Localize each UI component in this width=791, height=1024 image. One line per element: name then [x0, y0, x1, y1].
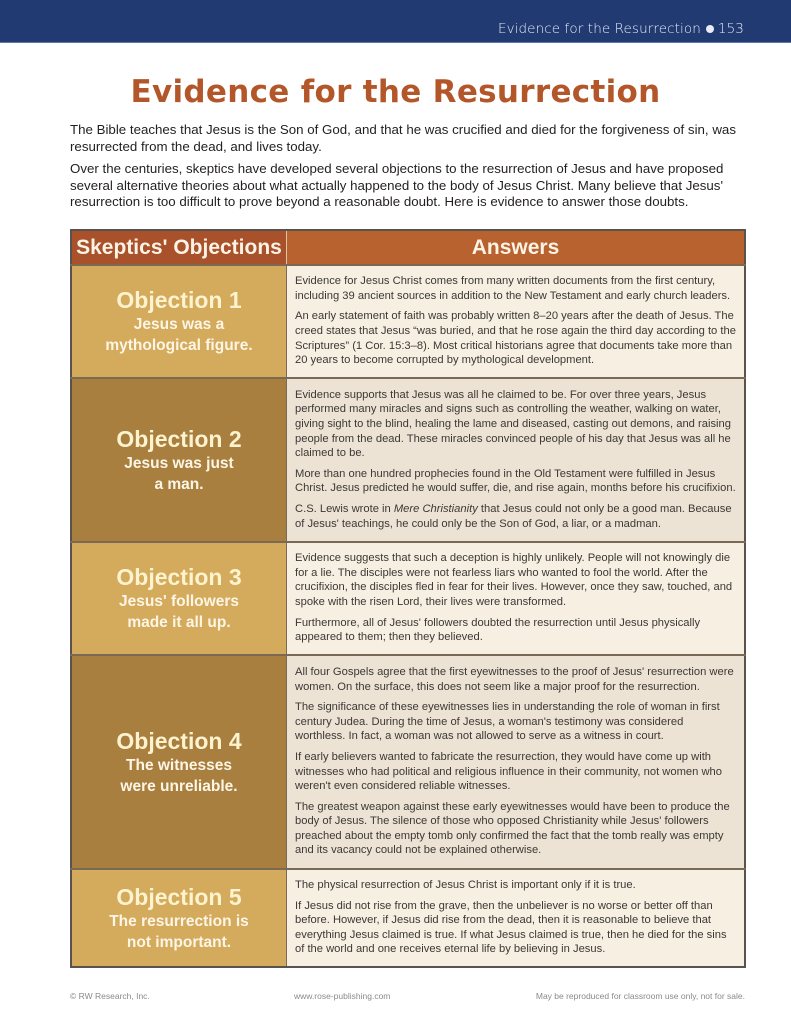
objection-title: Objection 1	[116, 287, 242, 313]
table-row	[71, 869, 745, 967]
column-header-objections: Skeptics' Objections	[71, 230, 287, 265]
answer-paragraph: The significance of these eyewitnesses lies in understanding the role of woman in first century Judea. During the time of Jesus, a woman's testimony was considered worthless. In fact, a woman was not allowed to serve as a witness in court.	[295, 701, 720, 743]
table-row	[71, 655, 745, 869]
answer-paragraph: If early believers wanted to fabricate the resurrection, they would have come up with witnesses who had political and religious influence in their community, not women who weren't even considered reliable witnesses.	[295, 750, 723, 793]
intro-paragraph: The Bible teaches that Jesus is the Son of God, and that he was crucified and died for the forgiveness of sin, was resurrected from the dead, and lives today.	[70, 122, 736, 154]
answer-paragraph	[295, 502, 736, 531]
answer-paragraph: If Jesus did not rise from the grave, then the unbeliever is no worse or better off than before. However, if Jesus did rise from the dead, then it is reasonable to believe that everything Jesus claimed is true. If what Jesus claimed is true, then he died for the sins of the world and one receives eternal life by believing in Jesus.	[295, 899, 727, 956]
running-head	[498, 21, 744, 37]
answer-paragraph: The physical resurrection of Jesus Christ is important only if it is true.	[295, 879, 636, 892]
objection-subtitle: were unreliable.	[120, 777, 238, 795]
objection-subtitle: a man.	[154, 475, 204, 493]
intro-paragraph: Over the centuries, skeptics have developed several objections to the resurrection of Jesus and have proposed several alternative theories about what actually happened to the body of Jesus Christ. Many believe that Jesus' resurrection is too difficult to prove beyond a reasonable doubt. Here is evidence to answer those doubts.	[70, 161, 724, 209]
objection-title: Objection 4	[116, 727, 242, 754]
objection-title: Objection 2	[116, 425, 242, 452]
answer-paragraph: Evidence for Jesus Christ comes from many written documents from the first century, including 39 ancient sources in addition to the New Testament and early church leaders.	[295, 275, 731, 302]
objection-subtitle: not important.	[126, 933, 232, 951]
answer-cell	[287, 655, 746, 869]
objection-subtitle: Jesus was just	[124, 454, 234, 472]
answer-paragraph: Furthermore, all of Jesus' followers doubted the resurrection until Jesus physically appeared to them; then they believed.	[295, 616, 701, 644]
answer-text: C.S. Lewis wrote in	[295, 502, 394, 515]
objection-subtitle: Jesus' followers	[119, 593, 239, 610]
answer-paragraph: More than one hundred prophecies found in the Old Testament were fulfilled in Jesus Christ. Jesus predicted he would suffer, die, and rise again, months before his crucifixion.	[295, 467, 736, 495]
answer-paragraph: All four Gospels agree that the first eyewitnesses to the proof of Jesus' resurrection were women. On the surface, this does not seem like a major proof for the resurrection.	[295, 665, 734, 693]
running-title: Evidence for the Resurrection	[497, 21, 701, 37]
objection-title: Objection 3	[116, 564, 242, 590]
table-row	[71, 378, 745, 542]
answer-cell	[287, 542, 746, 655]
answer-text: that Jesus could not only be a good man. Because of Jesus' teachings, he could only be the Son of God, a liar, or a madman.	[295, 502, 732, 530]
objection-cell	[71, 869, 287, 967]
page-title: Evidence for the Resurrection	[130, 74, 661, 110]
objection-subtitle: mythological figure.	[105, 337, 253, 354]
column-header-answers: Answers	[287, 230, 746, 265]
answer-cell	[287, 869, 746, 967]
objection-cell	[71, 655, 287, 869]
objection-title: Objection 5	[116, 883, 242, 910]
objection-subtitle: made it all up.	[127, 614, 231, 631]
objection-cell	[71, 378, 287, 542]
intro	[70, 122, 740, 217]
objection-cell	[71, 265, 287, 378]
answer-paragraph: Evidence suggests that such a deception is highly unlikely. People will not knowingly die for a lie. The disciples were not fearless liars who wanted to fool the world. After the crucifixion, the disciples fled in fear for their lives. However, once they saw, touched, and spoke with the risen Lord, their lives were transformed.	[295, 552, 733, 608]
answer-cell	[287, 378, 746, 542]
table-row	[71, 265, 745, 378]
answer-paragraph: Evidence supports that Jesus was all he claimed to be. For over three years, Jesus performed many miracles and signs such as controlling the weather, walking on water, giving sight to the blind, healing the lame and diseased, casting out demons, and raising people from the dead. These miracles convinced people of his day that Jesus was all he claimed to be.	[295, 388, 731, 460]
table-row	[71, 542, 745, 655]
objection-cell	[71, 542, 287, 655]
footer-website[interactable]: www.rose-publishing.com	[294, 991, 391, 1001]
page-number: 153	[717, 21, 744, 37]
table-header-row	[71, 230, 745, 265]
book-title: Mere Christianity	[393, 502, 478, 515]
answer-paragraph: An early statement of faith was probably written 8–20 years after the death of Jesus. The creed states that Jesus “was buried, and that he rose again the third day according to the Scriptures” (1 Cor. 15:3–8). Most critical historians agree that documents take more than 20 years to become corrupted by mythological development.	[295, 310, 736, 367]
header-bar	[0, 0, 791, 43]
answer-cell	[287, 265, 746, 378]
objection-subtitle: The resurrection is	[109, 912, 249, 930]
bullet-dot-icon	[706, 25, 714, 33]
footer-copyright: © RW Research, Inc.	[70, 991, 150, 1001]
objections-table	[70, 229, 746, 968]
objection-subtitle: The witnesses	[126, 756, 232, 774]
objection-subtitle: Jesus was a	[133, 316, 225, 333]
answer-paragraph: The greatest weapon against these early eyewitnesses would have been to produce the body of Jesus. The silence of those who opposed Christianity while Jesus' followers preached about the empty tomb only confirmed the fact that the tomb really was empty and its vacancy could not be explained otherwise.	[295, 800, 730, 857]
footer-notice: May be reproduced for classroom use only, not for sale.	[535, 991, 745, 1001]
